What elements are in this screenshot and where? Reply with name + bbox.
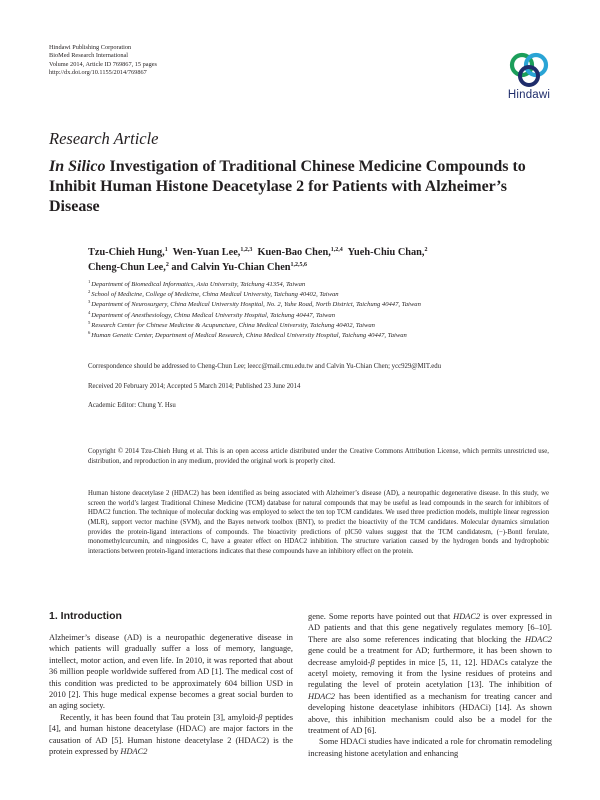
paragraph xyxy=(308,611,552,736)
affiliation-text: School of Medicine, College of Medicine, China Medical University, Taichung 40402, Taiwan xyxy=(91,291,339,299)
text-run: peptides in mice [5, 11, 12]. HDACs catalyze the acetyl moiety, removing it from the lysine residues of proteins and regulating the level of protein acetylation [13]. The inhibition of xyxy=(308,657,552,690)
affiliation-item xyxy=(88,280,560,290)
affiliation-num: 2 xyxy=(88,289,91,295)
affiliation-item xyxy=(88,290,560,300)
section-heading: 1. Introduction xyxy=(49,610,122,622)
paper-title xyxy=(49,157,549,217)
volume-info: Volume 2014, Article ID 769867, 15 pages xyxy=(49,60,157,68)
text-run: β xyxy=(370,657,375,667)
paragraph: Alzheimer’s disease (AD) is a neuropathic degenerative disease in which patients will gradually suffer a loss of memory, language, intellect, motor action, and even life. In 2010, it was reported that about 36 million people worldwide suffered from AD [1]. The medical cost of this condition was predicted to be approximately 604 billion USD in 2010 [2]. This huge medical expense becomes a great social burden to an aging society. xyxy=(49,633,293,711)
text-run: gene. Some reports have pointed out that xyxy=(308,612,454,621)
article-type: Research Article xyxy=(49,129,159,148)
body-column-left xyxy=(49,632,293,757)
affiliation-num: 6 xyxy=(88,330,91,336)
affiliation-item xyxy=(88,311,560,321)
journal-name: BioMed Research International xyxy=(49,52,129,60)
text-run: HDAC2 xyxy=(308,691,335,701)
publisher-name: Hindawi Publishing Corporation xyxy=(49,44,132,51)
text-run: is over expressed in AD patients and that this gene negatively regulates memory [6–10]. There are also some references indicating that blocking the xyxy=(308,612,552,644)
copyright-notice: Copyright © 2014 Tzu-Chieh Hung et al. This is an open access article distributed under the Creative Commons Attribution License, which permits unrestricted use, distribution, and reproduction in any medium, provided the original work is properly cited. xyxy=(88,448,549,465)
text-run: β xyxy=(258,712,263,722)
text-run: HDAC2 xyxy=(525,634,552,644)
correspondence: Correspondence should be addressed to Cheng-Chun Lee; leecc@mail.cmu.edu.tw and Calvin Yu-Chian Chen; ycc929@MIT.edu xyxy=(88,363,442,370)
author[interactable]: Cheng-Chun Lee, xyxy=(88,262,166,273)
affiliations xyxy=(88,280,560,341)
author-affil-sup: 1,2,4 xyxy=(330,247,343,253)
hindawi-logo-text: Hindawi xyxy=(507,89,551,101)
author[interactable]: and Calvin Yu-Chian Chen xyxy=(171,262,291,273)
affiliation-item xyxy=(88,331,560,341)
affiliation-text: Department of Biomedical Informatics, Asia University, Taichung 41354, Taiwan xyxy=(91,281,306,288)
affiliation-text: Department of Neurosurgery, China Medical University Hospital, No. 2, Yuhe Road, North District, Taichung 40447, Taiwan xyxy=(91,301,421,309)
author-affil-sup: 2 xyxy=(424,247,428,253)
title-rest: Investigation of Traditional Chinese Medicine Compounds to Inhibit Human Histone Deacetylase 2 for Patients with Alzheimer’s Disease xyxy=(49,158,526,215)
publisher-info xyxy=(49,44,157,78)
text-run: Recently, it has been found that Tau protein [3], amyloid- xyxy=(60,712,259,722)
author[interactable]: Yueh-Chiu Chan, xyxy=(347,247,425,258)
abstract: Human histone deacetylase 2 (HDAC2) has been identified as being associated with Alzheimer’s disease (AD), a neuropathic degenerative disease. In this study, we screen the world’s largest Traditional Chinese Medicine (TCM) database for natural compounds that may be useful as lead compounds in the search for inhibitors of HDAC2 function. The technique of molecular docking was employed to select the ten top TCM candidates. We used three prediction models, multiple linear regression (MLR), support vector machine (SVM), and the Bayes network toolbox (BNT), to predict the bioactivity of the TCM candidates. Molecular dynamics simulation provides the protein-ligand interactions of compounds. The bioactivity predictions of pIC50 values suggest that the TCM candidatesm, (−)-Bontl ferulate, monomethylcurcumin, and ningposides C, have a greater effect on HDAC2 inhibition. The structure variation caused by the hydrogen bonds and hydrophobic interactions between protein-ligand interactions indicates that these compounds have an inhibitory effect on the protein. xyxy=(88,490,549,555)
affiliation-text: Research Center for Chinese Medicine & Acupuncture, China Medical University, Taichung 40402, Taiwan xyxy=(91,321,375,329)
affiliation-num: 5 xyxy=(88,319,91,325)
affiliation-item xyxy=(88,300,560,310)
text-run: HDAC2 xyxy=(453,612,481,621)
affiliation-item xyxy=(88,321,560,331)
author[interactable]: Wen-Yuan Lee, xyxy=(172,247,241,258)
text-run: has been identified as a mechanism for treating cancer and developing histone deacetylase inhibitors (HDACi) [14]. As shown above, this inhibition mechanism could also be a model for the treatment of AD [6]. xyxy=(308,691,552,736)
body-column-right xyxy=(308,611,552,759)
text-run: peptides [4], and human histone deacetylase (HDAC) are major factors in the causation of AD [5]. Human histone deacetylase 2 (HDAC2) is the protein expressed by xyxy=(49,712,293,757)
doi-link[interactable]: http://dx.doi.org/10.1155/2014/769867 xyxy=(49,69,147,77)
text-run: gene could be a treatment for AD; furthermore, it has been shown to decrease amyloid- xyxy=(308,646,552,667)
publication-dates: Received 20 February 2014; Accepted 5 March 2014; Published 23 June 2014 xyxy=(88,383,301,390)
affiliation-text: Department of Anesthesiology, China Medical University Hospital, Taichung 40447, Taiwan xyxy=(91,311,336,319)
affiliation-num: 4 xyxy=(88,309,91,315)
affiliation-text: Human Genetic Center, Department of Medical Research, China Medical University Hospital, Taichung 40447, Taiwan xyxy=(91,332,407,340)
hindawi-logo-icon xyxy=(505,50,553,88)
author-affil-sup: 1,2,5,6 xyxy=(290,262,308,268)
author-affil-sup: 2 xyxy=(165,262,169,268)
title-italic-part: In Silico xyxy=(49,158,106,175)
author-affil-sup: 1,2,3 xyxy=(240,247,253,253)
author[interactable]: Kuen-Bao Chen, xyxy=(257,247,331,258)
text-run: HDAC2 xyxy=(120,747,148,757)
paragraph: Some HDACi studies have indicated a role for chromatin remodeling increasing histone acetylation and enhancing xyxy=(308,737,552,758)
academic-editor: Academic Editor: Chung Y. Hsu xyxy=(88,402,176,409)
affiliation-num: 1 xyxy=(88,279,91,284)
author[interactable]: Tzu-Chieh Hung, xyxy=(88,247,165,258)
affiliation-num: 3 xyxy=(88,299,91,305)
hindawi-logo[interactable] xyxy=(498,50,560,106)
author-affil-sup: 1 xyxy=(164,247,168,253)
author-list xyxy=(88,245,558,275)
paragraph xyxy=(49,712,293,758)
